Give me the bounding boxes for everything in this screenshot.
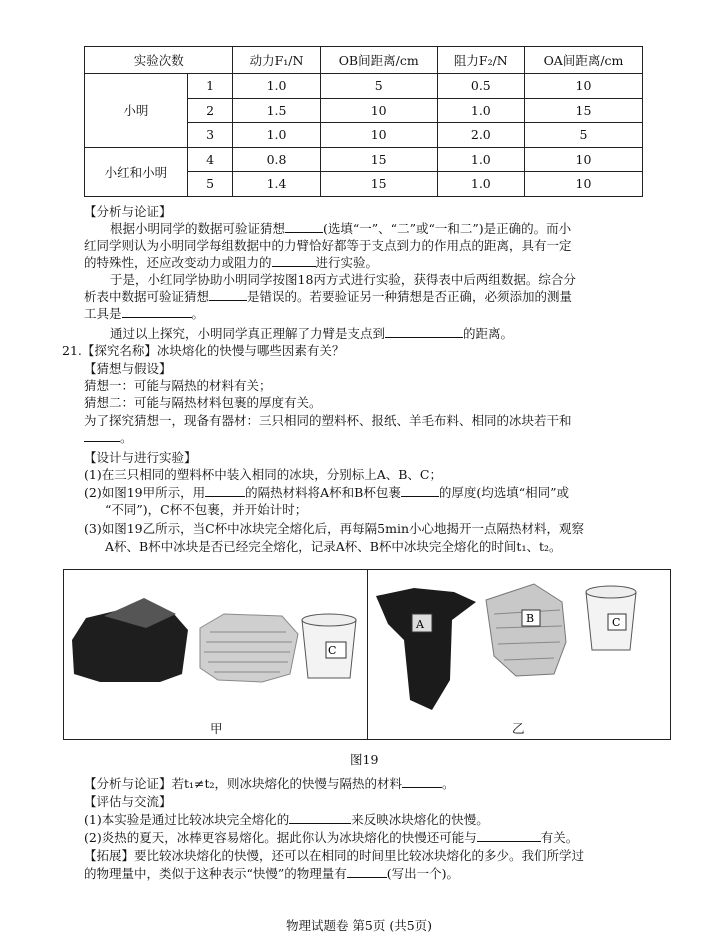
experiment-table [84,46,643,197]
cell-ob: 15 [320,172,437,197]
cup-label: C [612,616,621,629]
cell-ob: 10 [320,123,437,148]
text: 通过以上探究，小明同学真正理解了力臂是支点到 [110,326,386,341]
answer-blank[interactable] [289,811,351,824]
page-footer: 物理试题卷 第5页 (共5页) [285,918,433,933]
cell-f2: 1.0 [437,172,524,197]
figure-19-photos [64,570,670,739]
trial-number: 2 [187,98,233,123]
opened-wool-cup-a [376,588,476,710]
answer-blank[interactable] [209,288,247,301]
figure-label-left: 甲 [210,721,223,736]
question-title [62,342,638,359]
cell-oa: 10 [524,74,642,99]
paragraph-line [84,829,660,846]
header-trial: 实验次数 [85,47,233,74]
paragraph-line: 为了探究猜想一，现备有器材：三只相同的塑料杯、报纸、羊毛布料、相同的冰块若干和 [84,413,572,428]
header-ob: OB间距离/cm [320,47,437,74]
paragraph-line [84,254,660,271]
cell-oa: 5 [524,123,642,148]
text: 的特殊性，还应改变动力或阻力的 [84,255,272,270]
answer-blank[interactable] [402,775,442,788]
trial-number: 4 [187,147,233,172]
cell-f2: 0.5 [437,74,524,99]
cell-f2: 2.0 [437,123,524,148]
paragraph-line: 于是，小红同学协助小明同学按图18丙方式进行实验，获得表中后两组数据。综合分 [110,272,576,287]
paragraph-line: 【拓展】要比较冰块熔化的快慢，还可以在相同的时间里比较冰块熔化的多少。我们所学过 [84,848,585,863]
paragraph-line [84,811,660,828]
answer-blank[interactable] [285,220,323,233]
cell-f1: 1.0 [233,74,320,99]
text: 进行实验。 [315,255,379,270]
text: (写出一个)。 [386,866,460,881]
cell-ob: 15 [320,147,437,172]
opened-newspaper-cup-b [486,584,566,676]
paragraph-line [84,288,660,305]
text: (2)如图19甲所示，用 [84,485,206,500]
header-oa: OA间距离/cm [524,47,642,74]
answer-blank[interactable] [84,429,120,442]
answer-blank[interactable] [205,484,245,497]
text: (1)本实验是通过比较冰块完全熔化的 [84,812,290,827]
text: 的厚度(均选填“相同”或 [438,485,570,500]
text: 的距离。 [463,326,514,341]
text: 的物理量中，类似于这种表示“快慢”的物理量有 [84,866,347,881]
paragraph-line [84,305,660,322]
cell-f1: 1.0 [233,123,320,148]
paragraph-line [84,325,660,342]
group-name: 小明 [85,74,188,148]
question-number: 21. [62,343,82,358]
analysis-heading: 【分析与论证】 [84,204,172,219]
text: 【探究名称】冰块熔化的快慢与哪些因素有关？ [81,343,345,358]
text: 的隔热材料将A杯和B杯包裹 [245,485,401,500]
text: 。 [191,306,205,321]
step-line: (3)如图19乙所示，当C杯中冰块完全熔化后，再每隔5min小心地揭开一点隔热材料，观察 [84,521,585,536]
header-f2: 阻力F₂/N [437,47,524,74]
cell-ob: 5 [320,74,437,99]
trial-number: 3 [187,123,233,148]
figure-caption: 图19 [350,752,379,767]
figure-label-right: 乙 [512,721,525,736]
cell-oa: 10 [524,147,642,172]
text: 【分析与论证】若t₁≠t₂，则冰块熔化的快慢与隔热的材料 [84,776,403,791]
section-heading: 【猜想与假设】 [84,361,172,376]
cell-oa: 15 [524,98,642,123]
text: 。 [120,430,133,445]
table-row [85,147,643,172]
table-header-row [85,47,643,74]
text: 是错误的。若要验证另一种猜想是否正确，必须添加的测量 [247,289,573,304]
answer-blank[interactable] [385,325,463,338]
trial-number: 5 [187,172,233,197]
text: 。 [442,776,455,791]
cell-f1: 1.4 [233,172,320,197]
paragraph-line: 红同学则认为小明同学每组数据中的力臂恰好都等于支点到力的作用点的距离，具有一定 [84,238,572,253]
cell-f1: 1.5 [233,98,320,123]
paragraph-line [84,865,660,882]
text: 根据小明同学的数据可验证猜想 [110,221,286,236]
step-line: A杯、B杯中冰块是否已经完全熔化，记录A杯、B杯中冰块完全熔化的时间t₁、t₂。 [105,539,562,554]
answer-blank[interactable] [477,829,541,842]
answer-blank[interactable] [122,305,192,318]
text: 析表中数据可验证猜想 [84,289,210,304]
cell-ob: 10 [320,98,437,123]
paragraph-line [84,220,660,237]
table-row [85,74,643,99]
step-line [84,484,660,501]
cell-oa: 10 [524,172,642,197]
step-line: (1)在三只相同的塑料杯中装入相同的冰块，分别标上A、B、C； [84,467,442,482]
answer-blank[interactable] [401,484,439,497]
cup-label: B [526,612,535,625]
guess-line: 猜想二：可能与隔热材料包裹的厚度有关。 [84,395,322,410]
guess-line: 猜想一：可能与隔热的材料有关； [84,378,272,393]
text: (选填“一”、“二”或“一和二”)是正确的。而小 [323,221,572,236]
cup-label: A [416,618,424,631]
cup-label: C [328,644,337,657]
paragraph-line [84,775,660,792]
text: 有关。 [540,830,579,845]
step-line: “不同”)，C杯不包裹，并开始计时； [105,502,308,517]
text: 工具是 [84,306,122,321]
group-name: 小红和小明 [85,147,188,196]
answer-blank[interactable] [347,865,387,878]
cell-f1: 0.8 [233,147,320,172]
section-heading: 【评估与交流】 [84,794,172,809]
section-heading: 【设计与进行实验】 [84,450,197,465]
cell-f2: 1.0 [437,147,524,172]
answer-blank[interactable] [272,254,316,267]
trial-number: 1 [187,74,233,99]
cell-f2: 1.0 [437,98,524,123]
text: (2)炎热的夏天，冰棒更容易熔化。据此你认为冰块熔化的快慢还可能与 [84,830,477,845]
text: 来反映冰块熔化的快慢。 [351,812,489,827]
paragraph-line [84,429,660,446]
header-f1: 动力F₁/N [233,47,320,74]
figure-19 [63,569,671,740]
